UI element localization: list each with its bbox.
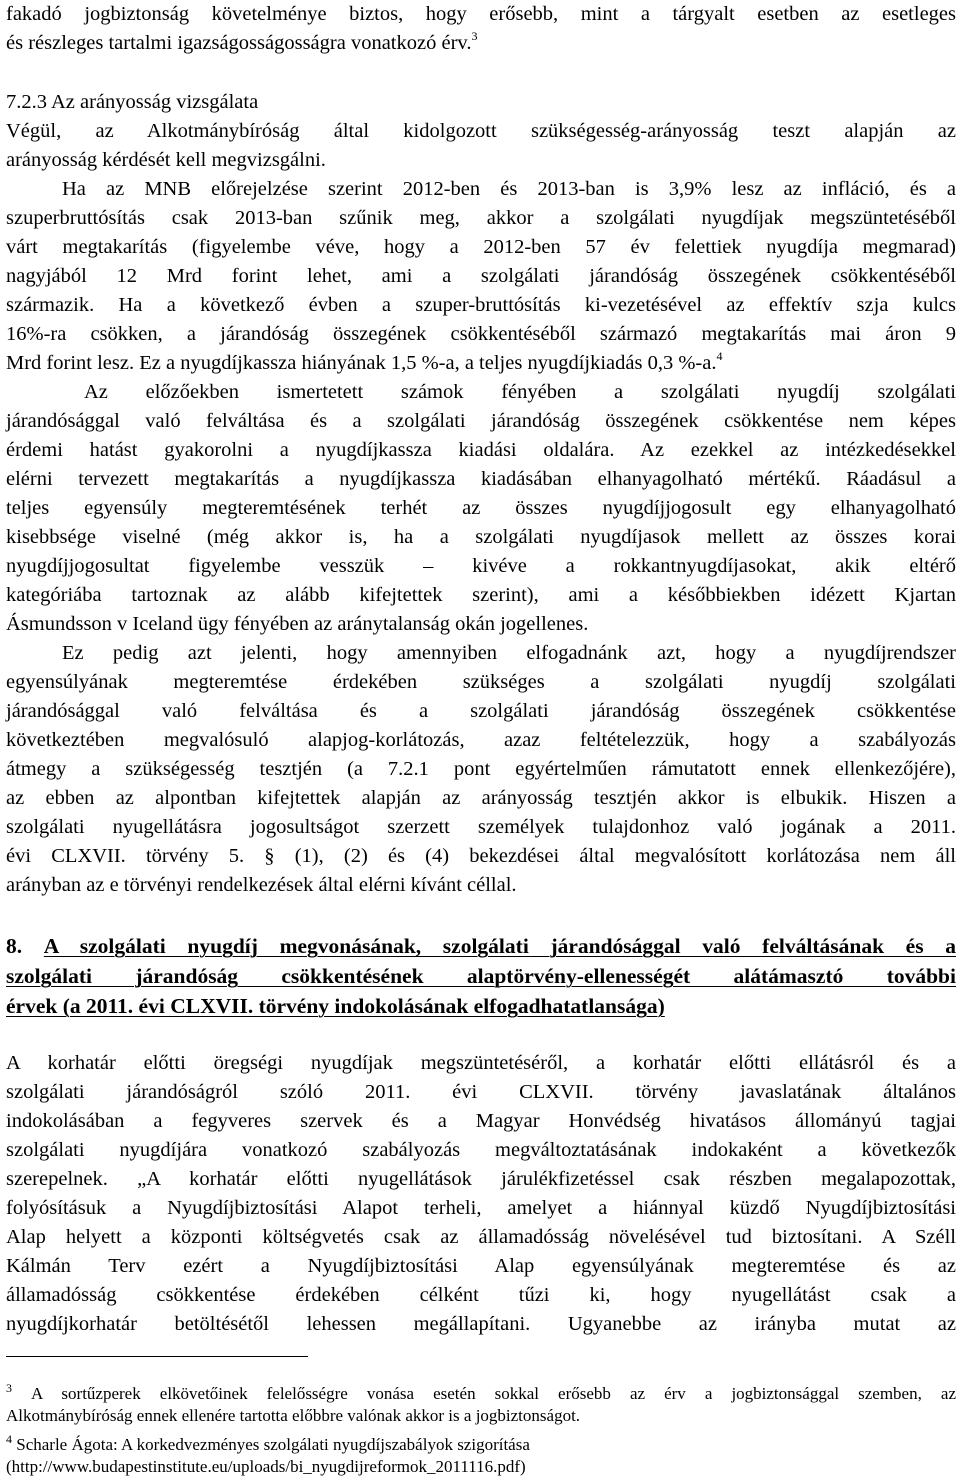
- body-text-line: A korhatár előtti öregségi nyugdíjak megszüntetéséről, a korhatár előtti ellátásról és a: [6, 1052, 956, 1074]
- body-text-line: szolgálati nyugdíjára vonatkozó szabályozás megváltoztatásának indokaként a következők: [6, 1139, 956, 1161]
- footnote-3: $^3$ A sortűzperek elkövetőinek felelősségre vonása esetén sokkal erősebb az érv a jogbiztonsággal szemben, az: [6, 1381, 956, 1403]
- body-text-line: Ha az MNB előrejelzése szerint 2012-ben és 2013-ban is 3,9% lesz az infláció, és a: [62, 178, 956, 200]
- footnote-reference: 4: [716, 349, 723, 363]
- body-text-line: szerepelnek. „A korhatár előtti nyugellátások járulékfizetéssel csak részben megalapozottak,: [6, 1168, 956, 1190]
- body-text-line: Ez pedig azt jelenti, hogy amennyiben elfogadnánk azt, hogy a nyugdíjrendszer: [62, 642, 956, 664]
- body-text-line: Végül, az Alkotmánybíróság által kidolgozott szükségesség-arányosság teszt alapján az: [6, 120, 956, 142]
- body-text-line: nyugdíjjogosultat figyelembe vesszük – kivéve a rokkantnyugdíjasokat, akik eltérő: [6, 555, 956, 577]
- body-text-line: következtében megvalósuló alapjog-korlátozás, azaz feltételezzük, hogy a szabályozás: [6, 729, 956, 751]
- chapter-heading-line: szolgálati járandóság csökkentésének alaptörvény-ellenességét alátámasztó további: [6, 964, 956, 988]
- body-text-line: Az előzőekben ismertetett számok fényében a szolgálati nyugdíj szolgálati: [84, 381, 956, 403]
- body-text-line: fakadó jogbiztonság követelménye biztos, hogy erősebb, mint a tárgyalt esetben az esetleges: [6, 3, 956, 25]
- body-text-line: 16%-ra csökken, a járandóság összegének csökkentéséből származó megtakarítás mai áron 9: [6, 323, 956, 345]
- body-text-line: kisebbsége viselné (még akkor is, ha a szolgálati nyugdíjasok mellett az összes korai: [6, 526, 956, 548]
- body-text-line: érdemi hatást gyakorolni a nyugdíjkassza kiadási oldalára. Az ezekkel az intézkedésekkel: [6, 439, 956, 461]
- body-text-line: indokolásában a fegyveres szervek és a Magyar Honvédség hivatásos állományú tagjai: [6, 1110, 956, 1132]
- footnote-separator: [6, 1356, 308, 1357]
- body-text-line: Alap helyett a központi költségvetés csak az államadósság növelésével tud biztosítani. A Széll: [6, 1226, 956, 1248]
- footnote-4: $^4$ Scharle Ágota: A korkedvezményes szolgálati nyugdíjszabályok szigorítása: [6, 1432, 530, 1454]
- body-text-line: nagyjából 12 Mrd forint lehet, ami a szolgálati járandóság összegének csökkentéséből: [6, 265, 956, 287]
- body-text-line: elérni tervezett megtakarítás a nyugdíjkassza kiadásában elhanyagolható mértékű. Ráadásul a: [6, 468, 956, 490]
- footnote-reference: 3: [471, 29, 478, 43]
- body-text-line: származik. Ha a következő évben a szuper-bruttósítás ki-vezetésével az effektív szja kulcs: [6, 294, 956, 316]
- section-heading: 7.2.3 Az arányosság vizsgálata: [6, 91, 259, 113]
- body-text-line: évi CLXVII. törvény 5. § (1), (2) és (4) bekezdései által megvalósított korlátozása nem áll: [6, 845, 956, 867]
- chapter-number: 8.: [6, 934, 23, 958]
- body-text-line: teljes egyensúly megteremtésének terhét az összes nyugdíjjogosult egy elhanyagolható: [6, 497, 956, 519]
- body-text-line: és részleges tartalmi igazságosságosságra vonatkozó érv.$^3$: [6, 29, 478, 54]
- body-text-line: egyensúlyának megteremtése érdekében szükséges a szolgálati nyugdíj szolgálati: [6, 671, 956, 693]
- body-text-line: Ásmundsson v Iceland ügy fényében az aránytalanság okán jogellenes.: [6, 613, 589, 635]
- body-text-line: szolgálati nyugellátásra jogosultságot szerzett személyek tulajdonhoz való jogának a 2011.: [6, 816, 956, 838]
- body-text-line: járandósággal való felváltása és a szolgálati járandóság összegének csökkentése: [6, 700, 956, 722]
- footnote-3-line: Alkotmánybíróság ennek ellenére tartotta előbbre valónak akkor is a jogbiztonságot.: [6, 1406, 581, 1425]
- body-text-line: szuperbruttósítás csak 2013-ban szűnik meg, akkor a szolgálati nyugdíjak megszüntetéséből: [6, 207, 956, 229]
- body-text-line: Kálmán Terv ezért a Nyugdíjbiztosítási Alap egyensúlyának megteremtése és az: [6, 1255, 956, 1277]
- body-text-line: arányban az e törvényi rendelkezések által elérni kívánt céllal.: [6, 874, 517, 896]
- body-text-line: arányosság kérdését kell megvizsgálni.: [6, 149, 326, 171]
- body-text-line: várt megtakarítás (figyelembe véve, hogy a 2012-ben 57 év felettiek nyugdíja megmarad): [6, 236, 956, 258]
- body-text-line: átmegy a szükségesség tesztjén (a 7.2.1 pont egyértelműen rámutatott ennek ellenkezőjére),: [6, 758, 956, 780]
- body-text-line: Mrd forint lesz. Ez a nyugdíjkassza hiányának 1,5 %-a, a teljes nyugdíjkiadás 0,3 %-a.$^4$: [6, 349, 723, 374]
- body-text-line: az ebben az alpontban kifejtettek alapján az arányosság tesztjén akkor is elbukik. Hiszen a: [6, 787, 956, 809]
- body-text-line: szolgálati járandóságról szóló 2011. évi CLXVII. törvény javaslatának általános: [6, 1081, 956, 1103]
- body-text-line: kategóriába tartoznak az alább kifejtettek szerint), ami a későbbiekben idézett Kjartan: [6, 584, 956, 606]
- body-text-line: nyugdíjkorhatár betöltésétől lehessen megállapítani. Ugyanebbe az irányba mutat az: [6, 1313, 956, 1335]
- body-text-line: államadósság csökkentése érdekében célként tűzi ki, hogy nyugellátást csak a: [6, 1284, 956, 1306]
- footnote-number: 4: [6, 1432, 12, 1446]
- footnote-number: 3: [6, 1381, 12, 1395]
- footnote-4-link: (http://www.budapestinstitute.eu/uploads/bi_nyugdijreformok_2011116.pdf): [6, 1457, 526, 1476]
- body-text-line: folyósításuk a Nyugdíjbiztosítási Alapot terheli, amelyet a hiánnyal küzdő Nyugdíjbiztosítási: [6, 1197, 956, 1219]
- chapter-heading-line: 8. A szolgálati nyugdíj megvonásának, szolgálati járandósággal való felváltásának és a: [6, 934, 956, 958]
- body-text-line: járandósággal való felváltása és a szolgálati járandóság összegének csökkentése nem képes: [6, 410, 956, 432]
- chapter-heading-line: érvek (a 2011. évi CLXVII. törvény indokolásának elfogadhatatlansága): [6, 994, 665, 1018]
